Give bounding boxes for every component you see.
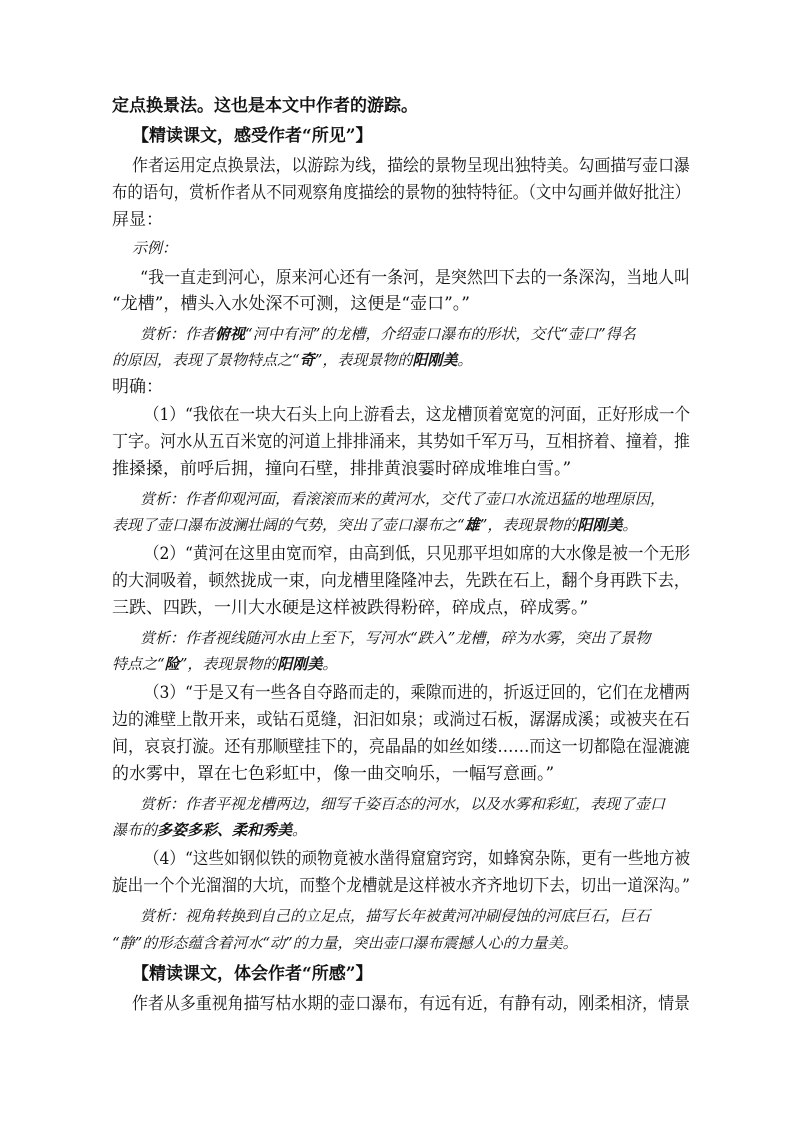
note-text: 瀑布的	[112, 821, 158, 839]
item4-line1: （4）“这些如钢似铁的顽物竟被水凿得窟窟窍窍，如蜂窝杂陈，更有一些地方被	[144, 849, 691, 869]
item2-line3: 三跌、四跌，一川大水硬是这样被跌得粉碎，碎成点，碎成雾。”	[112, 598, 589, 618]
example-label: 示例：	[132, 239, 178, 257]
note-emphasis: 阳刚美	[412, 351, 458, 369]
para1-line3: 屏显：	[112, 210, 163, 230]
example-note-line1	[140, 327, 794, 342]
item2-note-line1: 赏析：作者视线随河水由上至下，写河水“跌入”龙槽，碎为水雾，突出了景物	[140, 629, 651, 647]
note-text: 。	[622, 516, 638, 534]
item4-line2: 旋出一个个光溜溜的大坑，而整个龙槽就是这样被水齐齐地切下去，切出一道深沟。”	[112, 876, 690, 896]
note-emphasis: 俯视	[215, 325, 246, 343]
example-quote-line1: “我一直走到河心，原来河心还有一条河，是突然凹下去的一条深沟，当地人叫	[140, 268, 690, 288]
note-text: 的原因，表现了景物特点之“	[112, 351, 300, 369]
example-note-line2	[112, 353, 794, 368]
item2-note-line2	[112, 657, 794, 672]
item1-note-line2	[112, 518, 794, 533]
para1-line2: 布的语句，赏析作者从不同观察角度描绘的景物的独特特征。（文中勾画并做好批注）	[112, 183, 691, 203]
note-text: 。	[457, 351, 473, 369]
note-text: ”，表现景物的	[479, 516, 578, 534]
item3-note-line1: 赏析：作者平视龙槽两边，细写千姿百态的河水，以及水雾和彩虹，表现了壶口	[140, 795, 666, 813]
note-emphasis: 阳刚美	[277, 655, 323, 673]
item1-line1: （1）“我依在一块大石头上向上游看去，这龙槽顶着宽宽的河面，正好形成一个	[144, 405, 691, 425]
section-heading-felt: 【精读课文，体会作者“所感”】	[132, 964, 373, 984]
note-text: 特点之“	[112, 655, 165, 673]
section-heading-seen: 【精读课文，感受作者“所见”】	[132, 126, 373, 146]
note-text: 赏析：作者	[140, 325, 216, 343]
note-emphasis: 雄	[464, 516, 480, 534]
note-text: 表现了壶口瀑布波澜壮阔的气势，突出了壶口瀑布之“	[112, 516, 465, 534]
item2-line2: 的大洞吸着，顿然拢成一束，向龙槽里隆隆冲去，先跌在石上，翻个身再跌下去，	[112, 571, 690, 591]
item1-line2: 丁字。河水从五百米宽的河道上排排涌来，其势如千军万马，互相挤着、撞着，推	[112, 432, 690, 452]
item3-line2: 边的滩壁上散开来，或钻石觅缝，汩汩如泉；或淌过石板，潺潺成溪；或被夹在石	[112, 710, 690, 730]
closing-line: 作者从多重视角描写枯水期的壶口瀑布，有远有近，有静有动，刚柔相济，情景	[132, 994, 690, 1014]
note-text: 。	[322, 655, 338, 673]
example-quote-line2: “龙槽”，槽头入水处深不可测，这便是“壶口”。”	[112, 294, 470, 314]
intro-line: 定点换景法。这也是本文中作者的游踪。	[112, 96, 418, 116]
clarify-label: 明确：	[112, 377, 163, 397]
item3-line4: 的水雾中，罩在七色彩虹中，像一曲交响乐，一幅写意画。”	[112, 764, 555, 784]
note-text: 。	[292, 821, 308, 839]
item3-note-line2	[112, 823, 794, 838]
item4-note-line2: “静”的形态蕴含着河水“动”的力量，突出壶口瀑布震撼人心的力量美。	[112, 934, 578, 952]
item3-line1: （3）“于是又有一些各自夺路而走的，乘隙而进的，折返迂回的，它们在龙槽两	[144, 683, 691, 703]
item1-line3: 推搡搡，前呼后拥，撞向石壁，排排黄浪霎时碎成堆堆白雪。”	[112, 459, 572, 479]
item1-note-line1: 赏析：作者仰观河面，看滚滚而来的黄河水，交代了壶口水流迅猛的地理原因，	[140, 490, 666, 508]
note-emphasis: 险	[164, 655, 180, 673]
note-text: ”，表现景物的	[314, 351, 413, 369]
item2-line1: （2）“黄河在这里由宽而窄，由高到低，只见那平坦如席的大水像是被一个无形	[144, 544, 691, 564]
para1-line1: 作者运用定点换景法，以游踪为线，描绘的景物呈现出独特美。勾画描写壶口瀑	[132, 156, 690, 176]
note-emphasis: 阳刚美	[577, 516, 623, 534]
note-text: “河中有河”的龙槽，介绍壶口瀑布的形状，交代“壶口”得名	[245, 325, 636, 343]
note-emphasis: 多姿多彩、柔和秀美	[157, 821, 293, 839]
item3-line3: 间，哀哀打漩。还有那顺壁挂下的，亮晶晶的如丝如缕……而这一切都隐在湿漉漉	[112, 737, 690, 757]
note-emphasis: 奇	[299, 351, 315, 369]
item4-note-line1: 赏析：视角转换到自己的立足点，描写长年被黄河冲刷侵蚀的河底巨石，巨石	[140, 907, 651, 925]
note-text: ”，表现景物的	[179, 655, 278, 673]
